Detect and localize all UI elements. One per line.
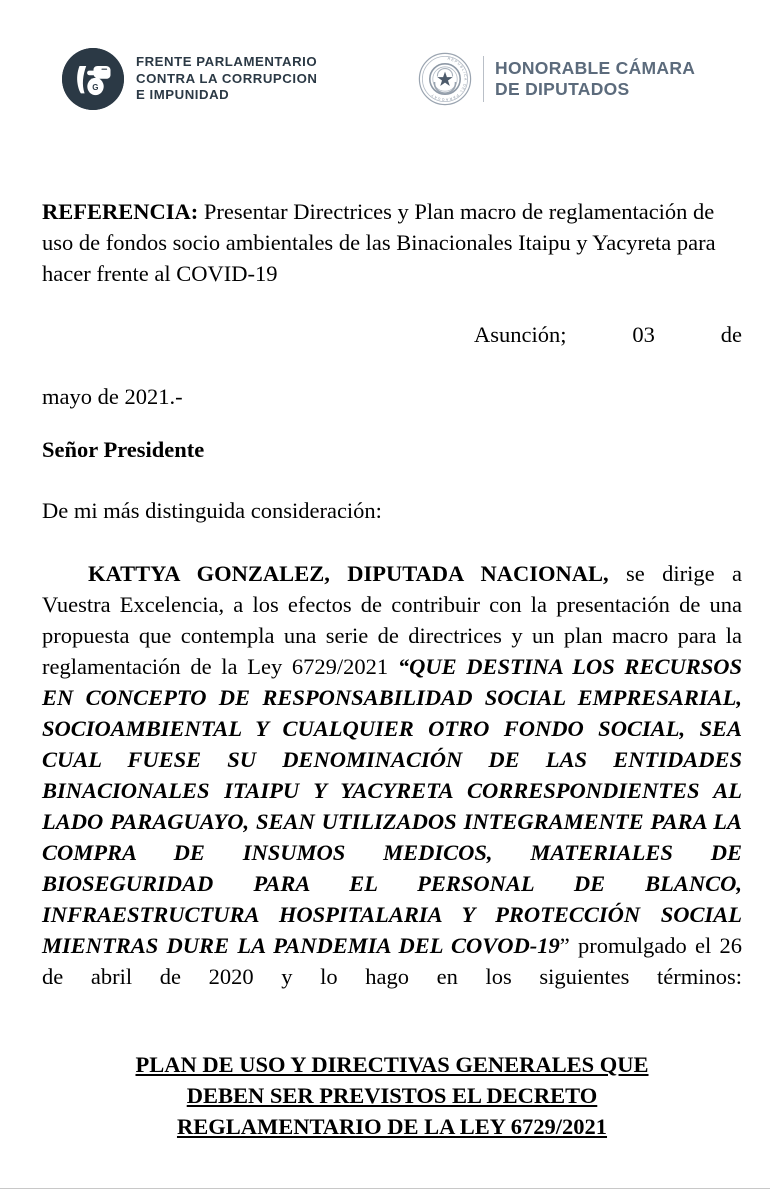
page-bottom-rule — [0, 1188, 770, 1189]
plan-heading — [42, 1049, 742, 1142]
plan-heading-line-2: DEBEN SER PREVISTOS EL DECRETO — [186, 1083, 598, 1108]
hand-grabbing-money-bag-icon — [62, 48, 124, 110]
plan-heading-line-3: REGLAMENTARIO DE LA LEY 6729/2021 — [176, 1114, 608, 1139]
reference-paragraph — [42, 196, 742, 289]
reference-label: REFERENCIA: — [42, 199, 199, 224]
date-line-continued: mayo de 2021.- — [42, 384, 183, 409]
svg-text:REPUBLICA DEL PARAGUAY: REPUBLICA DEL PARAGUAY — [429, 56, 468, 102]
frente-parlamentario-wordmark — [136, 54, 317, 104]
frente-parlamentario-logo — [62, 48, 317, 110]
fp-line-1: FRENTE PARLAMENTARIO — [136, 54, 318, 70]
quoted-law-text: “QUE DESTINA LOS RECURSOS EN CONCEPTO DE RESPONSABILIDAD SOCIAL EMPRESARIAL, SOCIOAMBIENTAL Y CUALQUIER OTRO FONDO SOCIAL, SEA CUAL FUESE SU DENOMINACIÓN DE LAS ENTIDADES BINACIONALES ITAIPU Y YACYRETA CORRESPONDIENTES AL LADO PARAGUAYO, SEAN UTILIZADOS INTEGRAMENTE PARA LA COMPRA DE INSUMOS MEDICOS, MATERIALES DE BIOSEGURIDAD PARA EL PERSONAL DE BLANCO, INFRAESTRUCTURA HOSPITALARIA Y PROTECCIÓN SOCIAL MIENTRAS DURE LA PANDEMIA DEL COVOD-19 — [42, 654, 742, 958]
date-line — [42, 319, 742, 381]
deputy-name: KATTYA GONZALEZ, DIPUTADA NACIONAL, — [88, 561, 609, 586]
camara-diputados-wordmark — [495, 58, 695, 100]
reference-text: Presentar Directrices y Plan macro de reglamentación de uso de fondos socio ambientales de las Binacionales Itaipu y Yacyreta para hacer frente al COVID-19 — [42, 199, 716, 286]
logo-divider — [483, 56, 484, 102]
hcd-line-1: HONORABLE CÁMARA — [495, 58, 696, 78]
consideration-line: De mi más distinguida consideración: — [42, 498, 382, 523]
hcd-line-2: DE DIPUTADOS — [495, 79, 630, 99]
plan-heading-line-1: PLAN DE USO Y DIRECTIVAS GENERALES QUE — [135, 1052, 649, 1077]
body-intro-text: se dirige a Vuestra Excelencia, a los efectos de contribuir con la presentación de una propuesta que contempla una serie de directrices y un plan macro para la reglamentación de la Ley 6729/2021 — [42, 561, 742, 679]
document-body — [42, 196, 742, 1142]
camara-diputados-logo — [418, 52, 695, 106]
fp-line-2: CONTRA LA CORRUPCION — [136, 70, 318, 86]
salutation: Señor Presidente — [42, 437, 205, 462]
fp-line-3: E IMPUNIDAD — [136, 87, 230, 103]
date-city: Asunción; 03 de — [474, 322, 742, 347]
paraguay-national-seal-icon — [418, 52, 472, 106]
main-body-paragraph — [42, 558, 742, 1023]
document-header — [0, 0, 770, 142]
body-outro-text: ” promulgado el 26 de abril de 2020 y lo hago en los siguientes términos: — [42, 933, 742, 989]
svg-text:G: G — [92, 83, 99, 93]
